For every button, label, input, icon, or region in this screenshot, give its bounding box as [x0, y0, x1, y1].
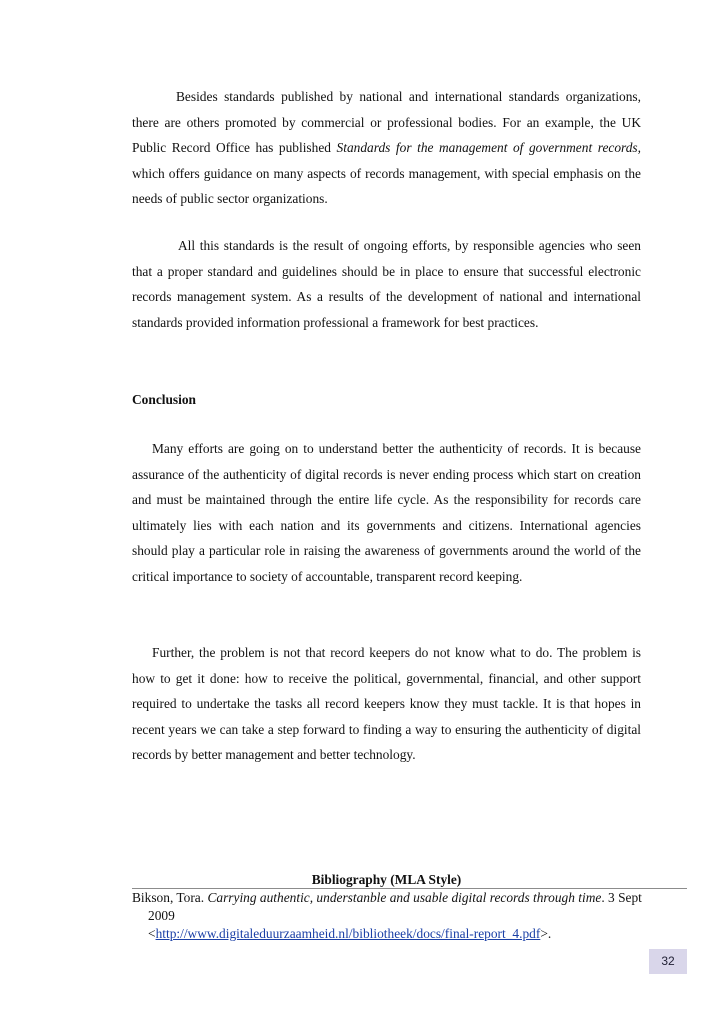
paragraph-efforts: All this standards is the result of ongoing efforts, by responsible agencies who seen that a proper standard and guidelines should be in place to ensure that successful electronic records management system. As a results of the development of national and international standards provided information professional a framework for best practices. [132, 238, 641, 330]
standards-title-italic: Standards for the management of government records, [336, 140, 641, 156]
paragraph-conclusion: Many efforts are going on to understand better the authenticity of records. It is because assurance of the authenticity of digital records is never ending process which start on creation and must be maintained through the entire life cycle. As the responsibility for records care ultimately lies with each nation and its governments and citizens. International agencies should play a particular role in raising the awareness of governments around the world of the critical importance to society of accountable, transparent record keeping. [132, 441, 641, 584]
paragraph-further: Further, the problem is not that record keepers do not know what to do. The problem is how to get it done: how to receive the political, governmental, financial, and other support required to undertake the tasks all record keepers know they must tackle. It is that hopes in recent years we can take a step forward to finding a way to ensuring the authenticity of digital records by better management and better technology. [132, 645, 641, 763]
conclusion-heading: Conclusion [132, 392, 196, 407]
paragraph-standards [132, 84, 641, 212]
paragraph-standards-text-b: which offers guidance on many aspects of records management, with special emphasis on the needs of public sector organizations. [132, 165, 641, 207]
page-number-badge: 32 [649, 949, 687, 974]
bib-author: Bikson, Tora. [132, 890, 208, 905]
bib-url-open: < [148, 926, 156, 941]
bib-title: Carrying authentic, understanble and usable digital records through time [207, 890, 602, 905]
bib-date: . 3 Sept 2009 [148, 890, 642, 923]
bibliography-title: Bibliography (MLA Style) [311, 872, 462, 887]
bib-url-link[interactable]: http://www.digitaleduurzaamheid.nl/bibliotheek/docs/final-report_4.pdf [155, 926, 541, 941]
bib-url-close: >. [540, 926, 552, 941]
bibliography-entry [132, 889, 648, 943]
paragraph-standards-text-a: Besides standards published by national and international standards organizations, there are others promoted by commercial or professional bodies. For an example, the UK Public Record Office has published [132, 89, 641, 156]
